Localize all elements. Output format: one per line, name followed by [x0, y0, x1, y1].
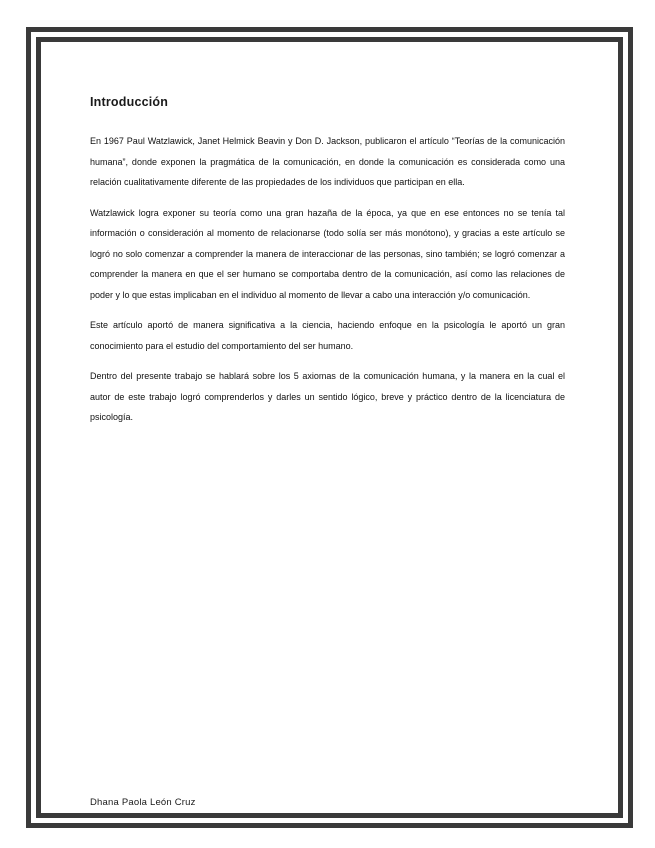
paragraph-3: Este artículo aportó de manera significativa a la ciencia, haciendo enfoque en la psicología le aportó un gran conocimiento para el estudio del comportamiento del ser humano.: [90, 320, 565, 351]
document-title: Introducción: [90, 95, 169, 109]
paragraph-4: Dentro del presente trabajo se hablará sobre los 5 axiomas de la comunicación humana, y la manera en la cual el autor de este trabajo logró comprenderlos y darles un sentido lógico, breve y práctico dentro de la licenciatura de psicología.: [90, 371, 565, 422]
paragraph-2: Watzlawick logra exponer su teoría como una gran hazaña de la época, ya que en ese entonces no se tenía tal información o consideración al momento de relacionarse (todo solía ser más monótono), y gracias a este artículo se logró no solo comenzar a comprender la manera de interaccionar de las personas, sino también; se logró comenzar a comprender la manera en que el ser humano se comportaba dentro de la comunicación, así como las relaciones de poder y lo que estas implicaban en el individuo al momento de llevar a cabo una interacción y/o comunicación.: [90, 207, 565, 300]
footer-author: Dhana Paola León Cruz: [90, 797, 196, 808]
document-body: [90, 95, 565, 438]
paragraph-1: En 1967 Paul Watzlawick, Janet Helmick Beavin y Don D. Jackson, publicaron el artículo “Teorías de la comunicación humana”, donde exponen la pragmática de la comunicación, en donde la comunicación es considerada como una relación cualitativamente diferente de las propiedades de los individuos que participan en ella.: [90, 136, 565, 187]
